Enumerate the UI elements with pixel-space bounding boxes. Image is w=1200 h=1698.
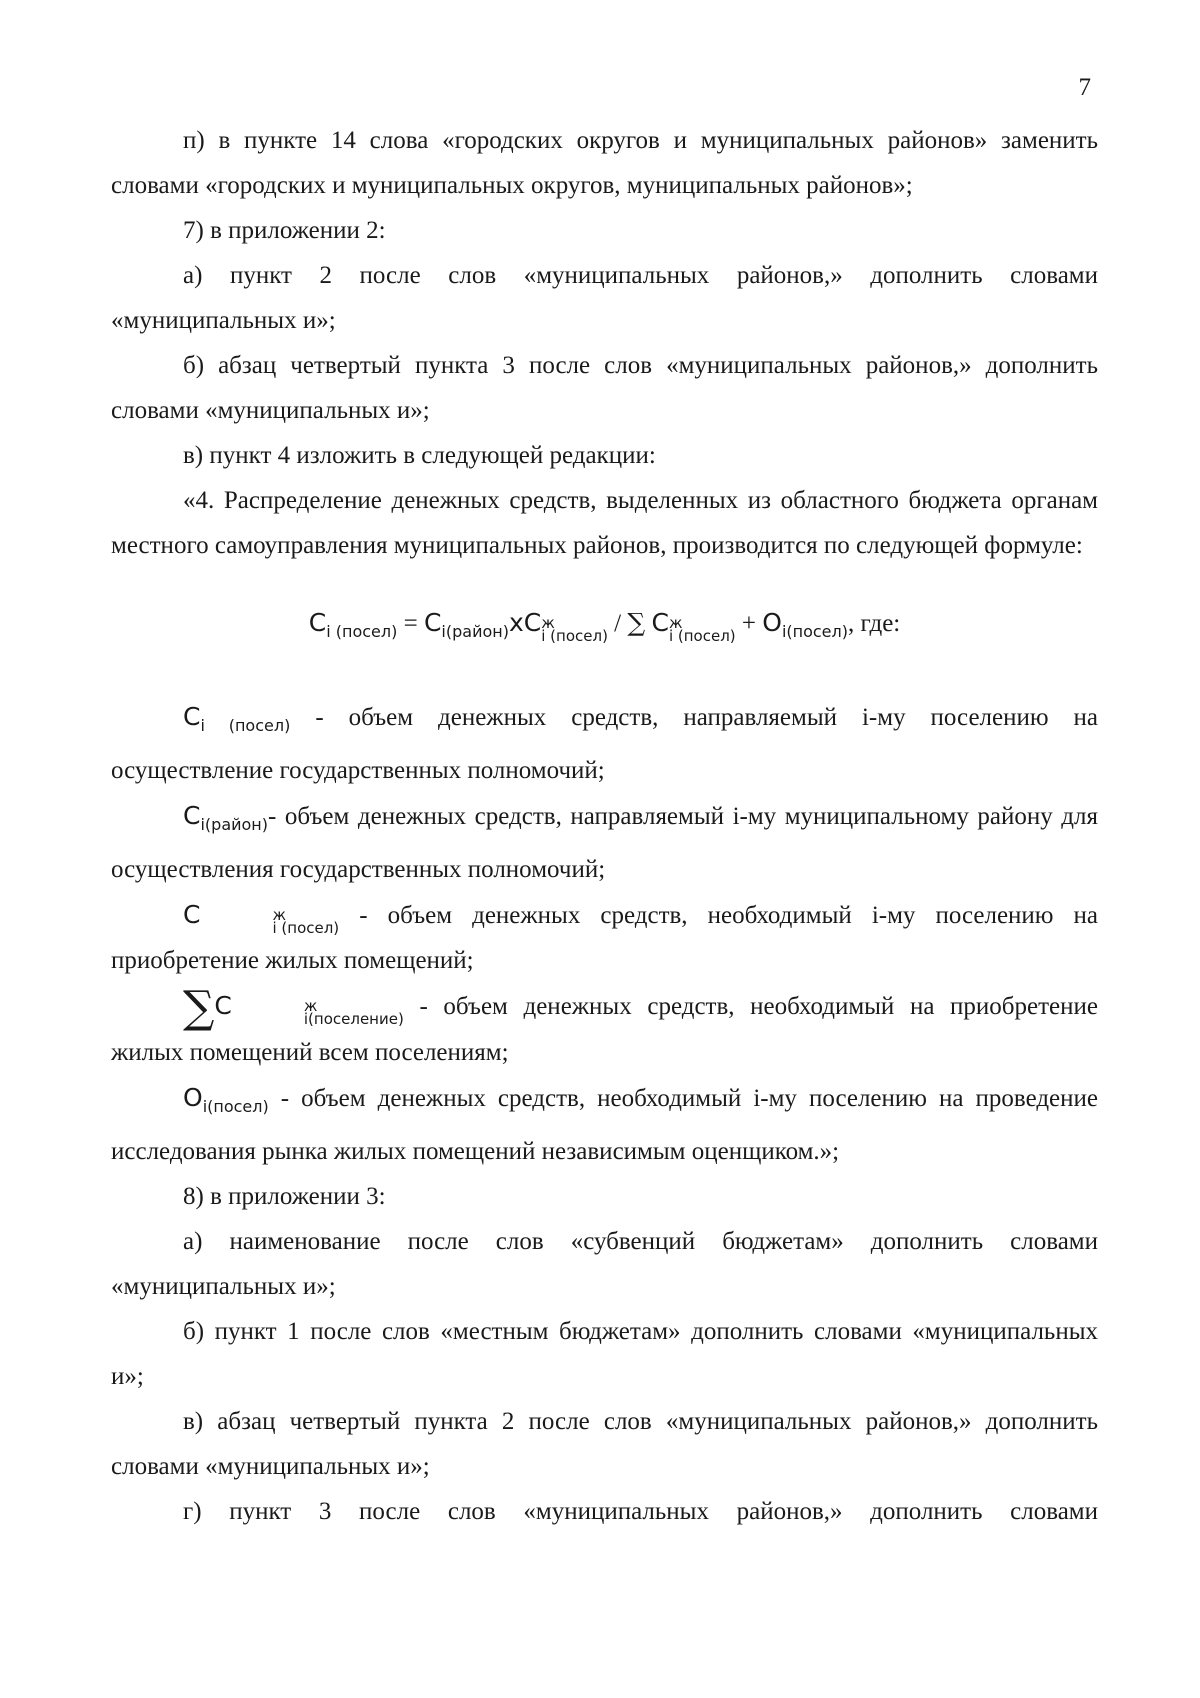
paragraph-item-4-text: «4. Распределение денежных средств, выделенных из областного бюджета органам местного самоуправления муниципальных районов, производится по следующей формуле: — [111, 487, 1098, 559]
term-sum-c-zh: ∑C ж i(поселение) — [183, 982, 404, 1033]
term-c-posel: $C_{i (посел)}$ — [183, 702, 291, 735]
definition-c-raion: $C_{i(район)}-$ объем денежных средств, направляемый i-му муниципальному району для осуществления государственных полномочий; — [111, 801, 1098, 883]
paragraph-item-7: 7) в приложении 2: — [183, 217, 386, 244]
paragraph-item-7c: в) пункт 4 изложить в следующей редакции: — [183, 442, 656, 469]
page-number: 7 — [1078, 74, 1091, 101]
term-o-posel: $O_{i(посел)}$ — [183, 1083, 269, 1116]
paragraph-item-8c: в) абзац четвертый пункта 2 после слов «муниципальных районов,» дополнить словами «муниципальных и»; — [111, 1408, 1098, 1480]
paragraph-p: п) в пункте 14 слова «городских округов и муниципальных районов» заменить словами «городских и муниципальных округов, муниципальных районов»; — [111, 127, 1098, 199]
document-body — [111, 118, 1098, 1534]
paragraph-item-8: 8) в приложении 3: — [183, 1183, 386, 1210]
paragraph-item-7a: а) пункт 2 после слов «муниципальных районов,» дополнить словами «муниципальных и»; — [111, 262, 1098, 334]
distribution-formula: $C_{i (посел)} = C_{i(район)}xC$ ж i (посел) / ∑ C ж i (посел) + $O_{i(посел)}$, где: — [308, 608, 901, 645]
term-c-zh-posel: C ж i (посел) — [183, 900, 340, 937]
paragraph-item-8b: б) пункт 1 после слов «местным бюджетам» дополнить словами «муниципальных и»; — [111, 1318, 1098, 1390]
paragraph-item-8a: а) наименование после слов «субвенций бюджетам» дополнить словами «муниципальных и»; — [111, 1228, 1098, 1300]
definition-c-posel: $C_{i (посел)}$ - объем денежных средств, направляемый i-му поселению на осуществление государственных полномочий; — [111, 702, 1099, 784]
definition-o-posel: $O_{i(посел)}$ - объем денежных средств, необходимый i-му поселению на проведение исследования рынка жилых помещений независимым оценщиком.»; — [111, 1083, 1099, 1165]
paragraph-item-7b: б) абзац четвертый пункта 3 после слов «муниципальных районов,» дополнить словами «муниципальных и»; — [111, 352, 1098, 424]
term-c-raion: $C_{i(район)}$ — [183, 801, 269, 834]
paragraph-item-8d: г) пункт 3 после слов «муниципальных районов,» дополнить словами — [183, 1498, 1098, 1525]
definition-sum-c-zh: ∑C ж i(поселение) - объем денежных средств, необходимый на приобретение жилых помещений всем поселениям; — [111, 982, 1098, 1066]
definition-c-zh-posel: C ж i (посел) - объем денежных средств, необходимый i-му поселению на приобретение жилых помещений; — [111, 900, 1099, 974]
